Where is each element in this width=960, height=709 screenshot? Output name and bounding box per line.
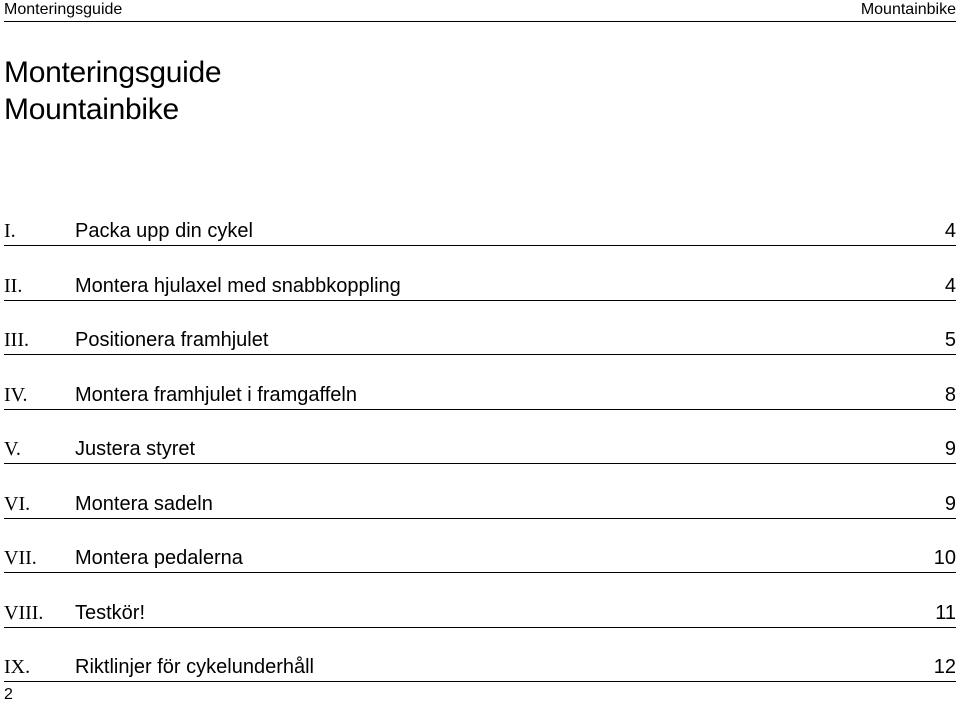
toc-entry-number: II.	[4, 274, 23, 297]
toc-entry-number: VIII.	[4, 601, 44, 624]
toc-entry-label: Positionera framhjulet	[75, 329, 269, 351]
running-header-subtitle: Mountainbike	[860, 1, 956, 18]
toc-entry-number: VII.	[4, 547, 37, 569]
toc-entry-number: IV.	[4, 383, 28, 406]
toc-entry[interactable]	[4, 600, 956, 655]
running-header	[4, 0, 956, 22]
toc-entry[interactable]	[4, 327, 956, 382]
toc-entry-page: 10	[933, 547, 956, 569]
toc-entry-page: 8	[944, 383, 956, 406]
toc-entry[interactable]	[4, 273, 956, 328]
toc-entry-number: VI.	[4, 492, 31, 515]
toc-entry-page: 11	[935, 601, 956, 624]
document-title-line-1: Monteringsguide	[4, 56, 222, 89]
page-number: 2	[4, 686, 13, 703]
running-header-title: Monteringsguide	[4, 1, 123, 18]
toc-entry[interactable]	[4, 491, 956, 546]
toc-entry[interactable]	[4, 545, 956, 600]
toc-entry-page: 4	[944, 220, 956, 242]
toc-entry-page: 5	[944, 329, 956, 351]
toc-entry[interactable]	[4, 382, 956, 437]
toc-entry-page: 12	[933, 656, 956, 678]
toc-entry-label: Montera pedalerna	[75, 547, 243, 569]
toc-entry-number: V.	[4, 438, 21, 460]
toc-entry-label: Montera framhjulet i framgaffeln	[75, 383, 357, 406]
toc-entry[interactable]	[4, 654, 956, 709]
toc-entry-number: I.	[4, 220, 16, 242]
toc-entry-label: Montera sadeln	[75, 492, 213, 515]
toc-entry-page: 9	[944, 438, 956, 460]
toc-entry-number: IX.	[4, 656, 31, 678]
table-of-contents	[4, 218, 956, 709]
toc-entry-label: Montera hjulaxel med snabbkoppling	[75, 274, 401, 297]
toc-entry[interactable]	[4, 218, 956, 273]
toc-entry-page: 9	[944, 492, 956, 515]
document-title-line-2: Mountainbike	[4, 93, 179, 126]
toc-entry-label: Justera styret	[75, 438, 196, 460]
toc-entry-label: Testkör!	[75, 601, 146, 624]
document-title	[4, 54, 221, 128]
toc-entry-label: Packa upp din cykel	[75, 220, 253, 242]
toc-entry-number: III.	[4, 329, 29, 351]
toc-entry-label: Riktlinjer för cykelunderhåll	[75, 656, 314, 678]
toc-entry-page: 4	[944, 274, 956, 297]
toc-entry[interactable]	[4, 436, 956, 491]
